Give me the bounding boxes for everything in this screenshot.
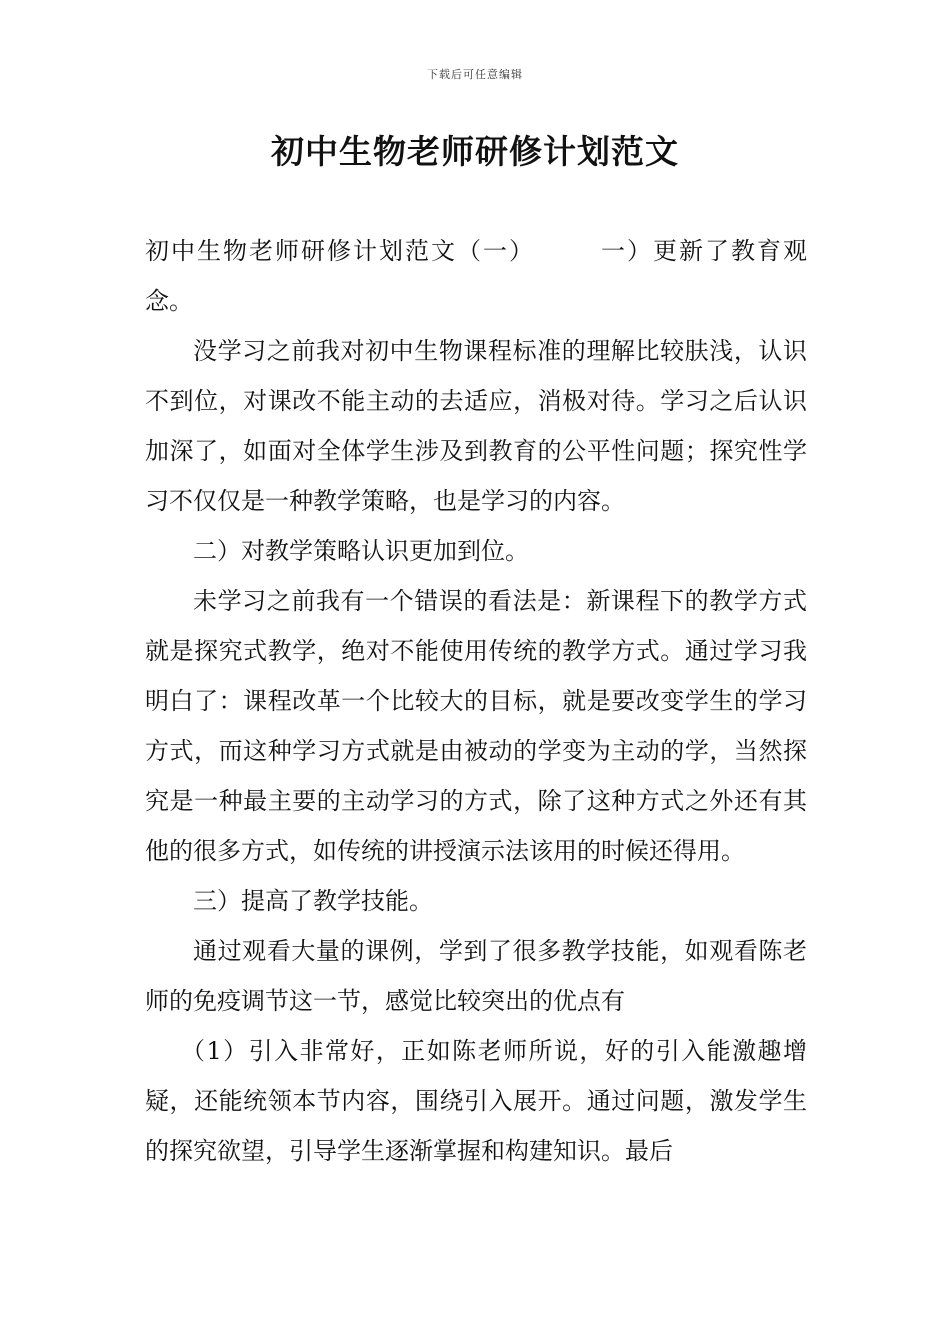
paragraph-2: 二）对教学策略认识更加到位。 (193, 537, 529, 565)
paragraph-1: 没学习之前我对初中生物课程标准的理解比较肤浅，认识不到位，对课改不能主动的去适应，消极对待。学习之后认识加深了，如面对全体学生涉及到教育的公平性问题；探究性学习不仅仅是一种教学策略，也是学习的内容。 (145, 337, 807, 515)
paragraph-4: 三）提高了教学技能。 (193, 887, 433, 915)
point-one-heading: 一）更新了教育观念。 (145, 237, 807, 315)
paragraph-intro (145, 226, 807, 326)
section-heading: 初中生物老师研修计划范文（一） (145, 237, 535, 265)
paragraph-3: 未学习之前我有一个错误的看法是：新课程下的教学方式就是探究式教学，绝对不能使用传统的教学方式。通过学习我明白了：课程改革一个比较大的目标，就是要改变学生的学习方式，而这种学习方式就是由被动的学变为主动的学，当然探究是一种最主要的主动学习的方式，除了这种方式之外还有其他的很多方式，如传统的讲授演示法该用的时候还得用。 (145, 587, 807, 865)
paragraph-6: （1）引入非常好，正如陈老师所说，好的引入能激趣增疑，还能统领本节内容，围绕引入展开。通过问题，激发学生的探究欲望，引导学生逐渐掌握和构建知识。最后 (145, 1037, 807, 1165)
document-title: 初中生物老师研修计划范文 (271, 132, 679, 171)
header-note: 下载后可任意编辑 (427, 68, 523, 81)
document-body (145, 226, 807, 1176)
paragraph-5: 通过观看大量的课例，学到了很多教学技能，如观看陈老师的免疫调节这一节，感觉比较突出的优点有 (145, 937, 807, 1015)
